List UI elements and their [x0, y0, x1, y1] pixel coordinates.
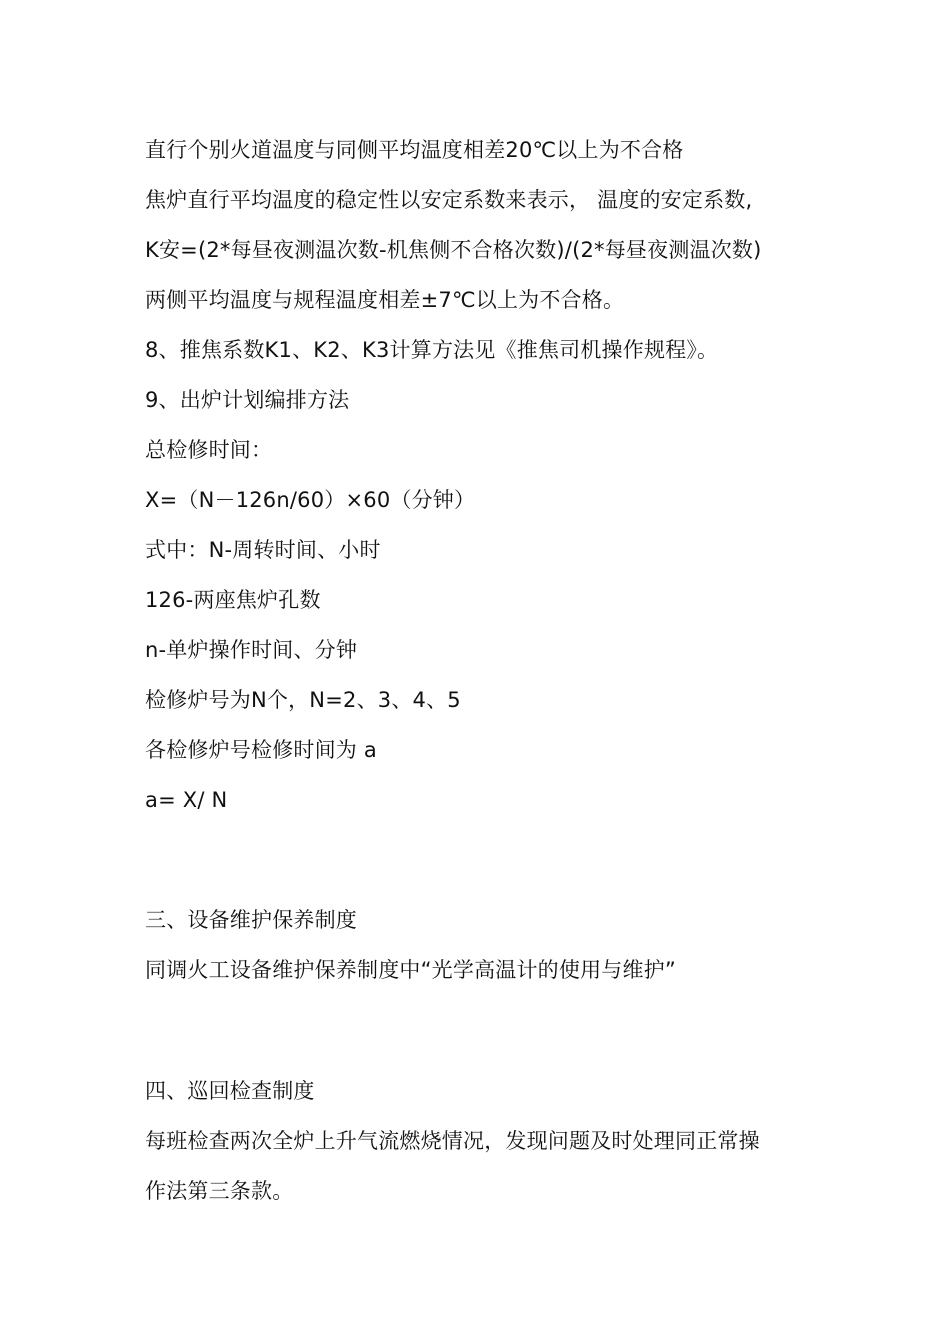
paragraph-total-maintenance-time: 总检修时间： [145, 438, 273, 462]
paragraph-maintenance-time-a: 各检修炉号检修时间为 a [145, 738, 377, 762]
paragraph-small-n-definition: n-单炉操作时间、分钟 [145, 638, 358, 662]
paragraph-patrol-inspection-body: 每班检查两次全炉上升气流燃烧情况，发现问题及时处理同正常操 [145, 1129, 760, 1153]
paragraph-a-formula: a= X/ N [145, 788, 228, 812]
section-heading-equipment-maintenance: 三、设备维护保养制度 [145, 908, 357, 932]
paragraph-n-definition: 式中：N-周转时间、小时 [145, 538, 381, 562]
paragraph-side-temperature-rule: 两侧平均温度与规程温度相差±7℃以上为不合格。 [145, 288, 625, 312]
paragraph-126-definition: 126-两座焦炉孔数 [145, 588, 321, 612]
section-heading-patrol-inspection: 四、巡回检查制度 [145, 1079, 315, 1103]
paragraph-equipment-maintenance-body: 同调火工设备维护保养制度中“光学高温计的使用与维护” [145, 958, 676, 982]
paragraph-patrol-inspection-body-continued: 作法第三条款。 [145, 1179, 294, 1203]
paragraph-discharge-plan-heading: 9、出炉计划编排方法 [145, 388, 350, 412]
paragraph-flue-temperature-rule: 直行个别火道温度与同侧平均温度相差20℃以上为不合格 [145, 138, 684, 162]
paragraph-maintenance-oven-count: 检修炉号为N个，N=2、3、4、5 [145, 688, 461, 712]
paragraph-x-formula: X=（N－126n/60）×60（分钟） [145, 488, 476, 512]
paragraph-stability-coefficient: 焦炉直行平均温度的稳定性以安定系数来表示， 温度的安定系数, [145, 188, 753, 212]
paragraph-pushing-coefficient: 8、推焦系数K1、K2、K3计算方法见《推焦司机操作规程》。 [145, 338, 719, 362]
paragraph-k-an-formula: K安=(2*每昼夜测温次数-机焦侧不合格次数)/(2*每昼夜测温次数) [145, 238, 762, 262]
